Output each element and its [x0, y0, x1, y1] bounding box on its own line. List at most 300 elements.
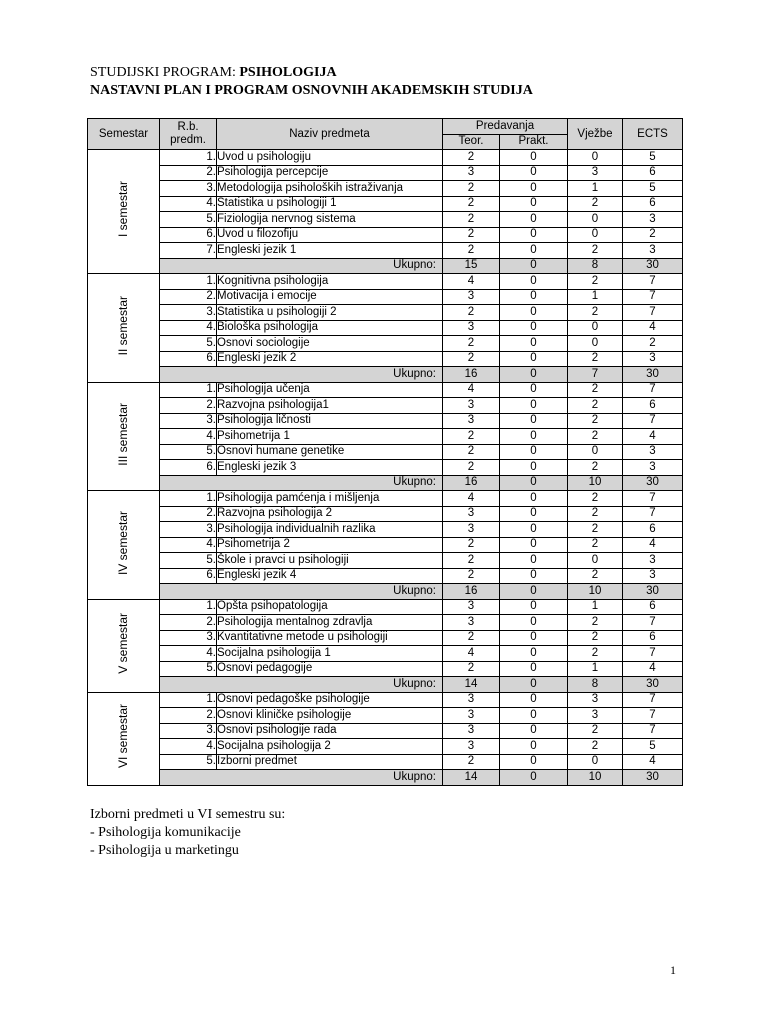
course-teor: 2 [443, 181, 500, 197]
course-teor: 2 [443, 661, 500, 677]
course-vjezbe: 2 [568, 398, 623, 414]
elective-item-2: - Psihologija u marketingu [90, 843, 239, 858]
course-vjezbe: 2 [568, 739, 623, 755]
course-ects: 5 [623, 181, 683, 197]
course-prakt: 0 [500, 212, 568, 228]
course-number: 7. [160, 243, 217, 259]
course-vjezbe: 1 [568, 661, 623, 677]
course-vjezbe: 0 [568, 444, 623, 460]
course-teor: 3 [443, 739, 500, 755]
course-name: Socijalna psihologija 2 [217, 739, 443, 755]
total-label: Ukupno: [160, 584, 443, 600]
table-row [88, 351, 683, 367]
course-vjezbe: 0 [568, 320, 623, 336]
course-name: Osnovi pedagoške psihologije [217, 692, 443, 708]
course-vjezbe: 2 [568, 491, 623, 507]
course-number: 5. [160, 661, 217, 677]
course-name: Osnovi pedagogije [217, 661, 443, 677]
course-teor: 3 [443, 708, 500, 724]
course-teor: 2 [443, 336, 500, 352]
course-vjezbe: 2 [568, 243, 623, 259]
total-prakt: 0 [500, 367, 568, 383]
semester-cell [88, 150, 160, 274]
course-name: Psihologija percepcije [217, 165, 443, 181]
course-vjezbe: 2 [568, 506, 623, 522]
semester-label: I semestar [116, 181, 130, 238]
total-teor: 16 [443, 584, 500, 600]
total-vjezbe: 10 [568, 475, 623, 491]
course-ects: 2 [623, 227, 683, 243]
course-prakt: 0 [500, 320, 568, 336]
course-vjezbe: 3 [568, 165, 623, 181]
course-name: Psihologija ličnosti [217, 413, 443, 429]
course-name: Uvod u filozofiju [217, 227, 443, 243]
course-prakt: 0 [500, 553, 568, 569]
total-row [88, 584, 683, 600]
course-number: 4. [160, 196, 217, 212]
course-number: 4. [160, 537, 217, 553]
table-row [88, 630, 683, 646]
course-number: 3. [160, 630, 217, 646]
page-number: 1 [670, 963, 676, 977]
course-prakt: 0 [500, 537, 568, 553]
course-prakt: 0 [500, 165, 568, 181]
course-number: 1. [160, 150, 217, 166]
course-name: Engleski jezik 4 [217, 568, 443, 584]
header-predavanja: Predavanja [443, 119, 568, 135]
course-number: 3. [160, 522, 217, 538]
course-vjezbe: 0 [568, 227, 623, 243]
total-row [88, 475, 683, 491]
course-name: Osnovi humane genetike [217, 444, 443, 460]
course-teor: 3 [443, 506, 500, 522]
table-row [88, 320, 683, 336]
course-teor: 3 [443, 615, 500, 631]
course-prakt: 0 [500, 522, 568, 538]
course-vjezbe: 0 [568, 212, 623, 228]
course-ects: 5 [623, 739, 683, 755]
course-number: 6. [160, 460, 217, 476]
course-ects: 3 [623, 243, 683, 259]
total-vjezbe: 8 [568, 677, 623, 693]
course-teor: 2 [443, 630, 500, 646]
course-teor: 2 [443, 553, 500, 569]
program-title-prefix: STUDIJSKI PROGRAM: [90, 65, 240, 80]
table-body [88, 150, 683, 786]
course-prakt: 0 [500, 196, 568, 212]
course-number: 4. [160, 646, 217, 662]
course-teor: 2 [443, 212, 500, 228]
course-teor: 2 [443, 537, 500, 553]
course-name: Škole i pravci u psihologiji [217, 553, 443, 569]
program-title [90, 65, 337, 81]
course-prakt: 0 [500, 351, 568, 367]
course-teor: 4 [443, 274, 500, 290]
total-ects: 30 [623, 258, 683, 274]
course-name: Kvantitativne metode u psihologiji [217, 630, 443, 646]
course-teor: 4 [443, 382, 500, 398]
table-row [88, 506, 683, 522]
table-row [88, 212, 683, 228]
table-row [88, 444, 683, 460]
table-row [88, 243, 683, 259]
course-prakt: 0 [500, 305, 568, 321]
course-vjezbe: 3 [568, 692, 623, 708]
course-prakt: 0 [500, 150, 568, 166]
course-vjezbe: 1 [568, 181, 623, 197]
course-teor: 2 [443, 460, 500, 476]
table-row [88, 429, 683, 445]
course-number: 6. [160, 351, 217, 367]
course-number: 2. [160, 165, 217, 181]
course-teor: 3 [443, 692, 500, 708]
plan-title: NASTAVNI PLAN I PROGRAM OSNOVNIH AKADEMSKIH STUDIJA [90, 83, 533, 98]
course-number: 2. [160, 615, 217, 631]
course-prakt: 0 [500, 506, 568, 522]
table-row [88, 708, 683, 724]
course-ects: 7 [623, 305, 683, 321]
course-vjezbe: 2 [568, 630, 623, 646]
semester-label: IV semestar [116, 510, 130, 575]
course-teor: 3 [443, 165, 500, 181]
semester-cell [88, 382, 160, 491]
total-teor: 16 [443, 367, 500, 383]
table-row [88, 150, 683, 166]
course-name: Engleski jezik 2 [217, 351, 443, 367]
course-teor: 2 [443, 351, 500, 367]
course-name: Razvojna psihologija1 [217, 398, 443, 414]
total-label: Ukupno: [160, 367, 443, 383]
total-row [88, 770, 683, 786]
total-prakt: 0 [500, 475, 568, 491]
course-number: 4. [160, 429, 217, 445]
course-vjezbe: 3 [568, 708, 623, 724]
course-vjezbe: 2 [568, 522, 623, 538]
course-teor: 3 [443, 289, 500, 305]
semester-cell [88, 599, 160, 692]
total-teor: 16 [443, 475, 500, 491]
curriculum-table [87, 118, 683, 786]
total-row [88, 258, 683, 274]
course-prakt: 0 [500, 181, 568, 197]
semester-label: III semestar [116, 402, 130, 466]
table-row [88, 723, 683, 739]
total-vjezbe: 8 [568, 258, 623, 274]
total-row [88, 367, 683, 383]
course-ects: 4 [623, 754, 683, 770]
course-number: 2. [160, 398, 217, 414]
course-name: Socijalna psihologija 1 [217, 646, 443, 662]
course-teor: 2 [443, 150, 500, 166]
course-vjezbe: 2 [568, 723, 623, 739]
table-row [88, 537, 683, 553]
course-teor: 3 [443, 522, 500, 538]
course-number: 2. [160, 506, 217, 522]
course-number: 2. [160, 708, 217, 724]
course-name: Motivacija i emocije [217, 289, 443, 305]
course-prakt: 0 [500, 739, 568, 755]
course-ects: 6 [623, 165, 683, 181]
course-ects: 4 [623, 661, 683, 677]
course-teor: 2 [443, 568, 500, 584]
total-vjezbe: 7 [568, 367, 623, 383]
program-title-name: PSIHOLOGIJA [239, 65, 337, 80]
table-row [88, 615, 683, 631]
table-row [88, 491, 683, 507]
course-ects: 6 [623, 630, 683, 646]
course-name: Fiziologija nervnog sistema [217, 212, 443, 228]
table-row [88, 289, 683, 305]
course-ects: 6 [623, 599, 683, 615]
course-ects: 4 [623, 320, 683, 336]
course-number: 2. [160, 289, 217, 305]
header-prakt: Prakt. [500, 134, 568, 150]
table-row [88, 460, 683, 476]
total-ects: 30 [623, 475, 683, 491]
course-prakt: 0 [500, 630, 568, 646]
course-ects: 4 [623, 537, 683, 553]
course-vjezbe: 2 [568, 196, 623, 212]
table-row [88, 398, 683, 414]
table-row [88, 692, 683, 708]
table-row [88, 568, 683, 584]
course-prakt: 0 [500, 599, 568, 615]
course-prakt: 0 [500, 491, 568, 507]
course-vjezbe: 0 [568, 336, 623, 352]
course-teor: 2 [443, 429, 500, 445]
course-number: 4. [160, 739, 217, 755]
course-ects: 7 [623, 708, 683, 724]
course-teor: 3 [443, 599, 500, 615]
total-ects: 30 [623, 367, 683, 383]
course-teor: 4 [443, 646, 500, 662]
table-row [88, 227, 683, 243]
course-ects: 2 [623, 336, 683, 352]
course-name: Psihometrija 1 [217, 429, 443, 445]
course-vjezbe: 0 [568, 754, 623, 770]
course-name: Psihologija pamćenja i mišljenja [217, 491, 443, 507]
course-name: Biološka psihologija [217, 320, 443, 336]
semester-cell [88, 491, 160, 600]
table-row [88, 522, 683, 538]
course-name: Statistika u psihologiji 2 [217, 305, 443, 321]
course-ects: 6 [623, 398, 683, 414]
table-header [88, 119, 683, 150]
table-row [88, 754, 683, 770]
semester-label: VI semestar [116, 704, 130, 769]
course-vjezbe: 2 [568, 615, 623, 631]
header-rb: R.b. predm. [160, 119, 217, 150]
course-teor: 3 [443, 320, 500, 336]
course-name: Psihometrija 2 [217, 537, 443, 553]
table-row [88, 553, 683, 569]
table-row [88, 739, 683, 755]
course-vjezbe: 2 [568, 429, 623, 445]
total-label: Ukupno: [160, 770, 443, 786]
course-vjezbe: 2 [568, 351, 623, 367]
course-vjezbe: 1 [568, 289, 623, 305]
course-ects: 7 [623, 413, 683, 429]
course-teor: 4 [443, 491, 500, 507]
course-ects: 4 [623, 429, 683, 445]
total-teor: 14 [443, 677, 500, 693]
course-ects: 7 [623, 615, 683, 631]
total-teor: 14 [443, 770, 500, 786]
total-prakt: 0 [500, 770, 568, 786]
table-row [88, 336, 683, 352]
course-teor: 2 [443, 754, 500, 770]
header-ects: ECTS [623, 119, 683, 150]
course-name: Engleski jezik 1 [217, 243, 443, 259]
total-prakt: 0 [500, 258, 568, 274]
course-ects: 7 [623, 723, 683, 739]
course-prakt: 0 [500, 646, 568, 662]
table-row [88, 646, 683, 662]
course-name: Metodologija psiholoških istraživanja [217, 181, 443, 197]
course-number: 6. [160, 227, 217, 243]
total-vjezbe: 10 [568, 770, 623, 786]
course-prakt: 0 [500, 460, 568, 476]
elective-notes [90, 806, 285, 860]
course-prakt: 0 [500, 413, 568, 429]
course-ects: 7 [623, 289, 683, 305]
elective-intro: Izborni predmeti u VI semestru su: [90, 807, 286, 822]
course-name: Razvojna psihologija 2 [217, 506, 443, 522]
course-teor: 3 [443, 723, 500, 739]
total-label: Ukupno: [160, 677, 443, 693]
course-prakt: 0 [500, 754, 568, 770]
course-number: 1. [160, 491, 217, 507]
header-teor: Teor. [443, 134, 500, 150]
course-vjezbe: 2 [568, 305, 623, 321]
course-vjezbe: 2 [568, 413, 623, 429]
course-prakt: 0 [500, 568, 568, 584]
course-ects: 5 [623, 150, 683, 166]
course-number: 5. [160, 754, 217, 770]
course-ects: 3 [623, 444, 683, 460]
course-teor: 2 [443, 305, 500, 321]
course-prakt: 0 [500, 336, 568, 352]
course-vjezbe: 1 [568, 599, 623, 615]
total-label: Ukupno: [160, 475, 443, 491]
course-ects: 3 [623, 568, 683, 584]
course-number: 5. [160, 336, 217, 352]
course-number: 4. [160, 320, 217, 336]
course-name: Kognitivna psihologija [217, 274, 443, 290]
course-ects: 3 [623, 212, 683, 228]
course-number: 3. [160, 181, 217, 197]
header-vjezbe: Vježbe [568, 119, 623, 150]
total-ects: 30 [623, 770, 683, 786]
course-name: Statistika u psihologiji 1 [217, 196, 443, 212]
course-name: Psihologija učenja [217, 382, 443, 398]
course-number: 1. [160, 274, 217, 290]
course-vjezbe: 0 [568, 150, 623, 166]
course-prakt: 0 [500, 243, 568, 259]
course-prakt: 0 [500, 692, 568, 708]
course-name: Osnovi psihologije rada [217, 723, 443, 739]
total-prakt: 0 [500, 584, 568, 600]
header-naziv: Naziv predmeta [217, 119, 443, 150]
course-number: 1. [160, 599, 217, 615]
course-ects: 7 [623, 491, 683, 507]
course-teor: 2 [443, 227, 500, 243]
course-number: 5. [160, 444, 217, 460]
course-teor: 2 [443, 196, 500, 212]
course-teor: 2 [443, 243, 500, 259]
course-vjezbe: 2 [568, 646, 623, 662]
course-vjezbe: 2 [568, 382, 623, 398]
course-ects: 3 [623, 460, 683, 476]
total-row [88, 677, 683, 693]
course-name: Osnovi kliničke psihologije [217, 708, 443, 724]
semester-cell [88, 692, 160, 785]
course-number: 3. [160, 723, 217, 739]
total-teor: 15 [443, 258, 500, 274]
total-label: Ukupno: [160, 258, 443, 274]
course-prakt: 0 [500, 227, 568, 243]
course-ects: 7 [623, 506, 683, 522]
course-name: Opšta psihopatologija [217, 599, 443, 615]
table-row [88, 196, 683, 212]
course-prakt: 0 [500, 289, 568, 305]
course-name: Osnovi sociologije [217, 336, 443, 352]
course-number: 3. [160, 413, 217, 429]
course-number: 5. [160, 212, 217, 228]
course-vjezbe: 0 [568, 553, 623, 569]
course-ects: 3 [623, 553, 683, 569]
course-prakt: 0 [500, 429, 568, 445]
course-number: 3. [160, 305, 217, 321]
course-prakt: 0 [500, 723, 568, 739]
course-teor: 2 [443, 444, 500, 460]
total-vjezbe: 10 [568, 584, 623, 600]
total-ects: 30 [623, 677, 683, 693]
course-ects: 7 [623, 646, 683, 662]
course-prakt: 0 [500, 444, 568, 460]
course-ects: 6 [623, 522, 683, 538]
semester-label: V semestar [116, 613, 130, 674]
course-number: 1. [160, 382, 217, 398]
table-row [88, 274, 683, 290]
course-number: 5. [160, 553, 217, 569]
course-vjezbe: 2 [568, 460, 623, 476]
course-prakt: 0 [500, 398, 568, 414]
total-ects: 30 [623, 584, 683, 600]
table-row [88, 599, 683, 615]
course-prakt: 0 [500, 661, 568, 677]
course-name: Izborni predmet [217, 754, 443, 770]
course-vjezbe: 2 [568, 274, 623, 290]
course-name: Psihologija individualnih razlika [217, 522, 443, 538]
table-row [88, 181, 683, 197]
course-prakt: 0 [500, 615, 568, 631]
course-ects: 7 [623, 692, 683, 708]
course-name: Uvod u psihologiju [217, 150, 443, 166]
table-row [88, 413, 683, 429]
course-ects: 6 [623, 196, 683, 212]
table-row [88, 165, 683, 181]
header-semestar: Semestar [88, 119, 160, 150]
course-number: 6. [160, 568, 217, 584]
course-prakt: 0 [500, 274, 568, 290]
semester-label: II semestar [116, 296, 130, 356]
course-teor: 3 [443, 398, 500, 414]
course-vjezbe: 2 [568, 537, 623, 553]
course-ects: 7 [623, 274, 683, 290]
course-name: Engleski jezik 3 [217, 460, 443, 476]
table-row [88, 661, 683, 677]
